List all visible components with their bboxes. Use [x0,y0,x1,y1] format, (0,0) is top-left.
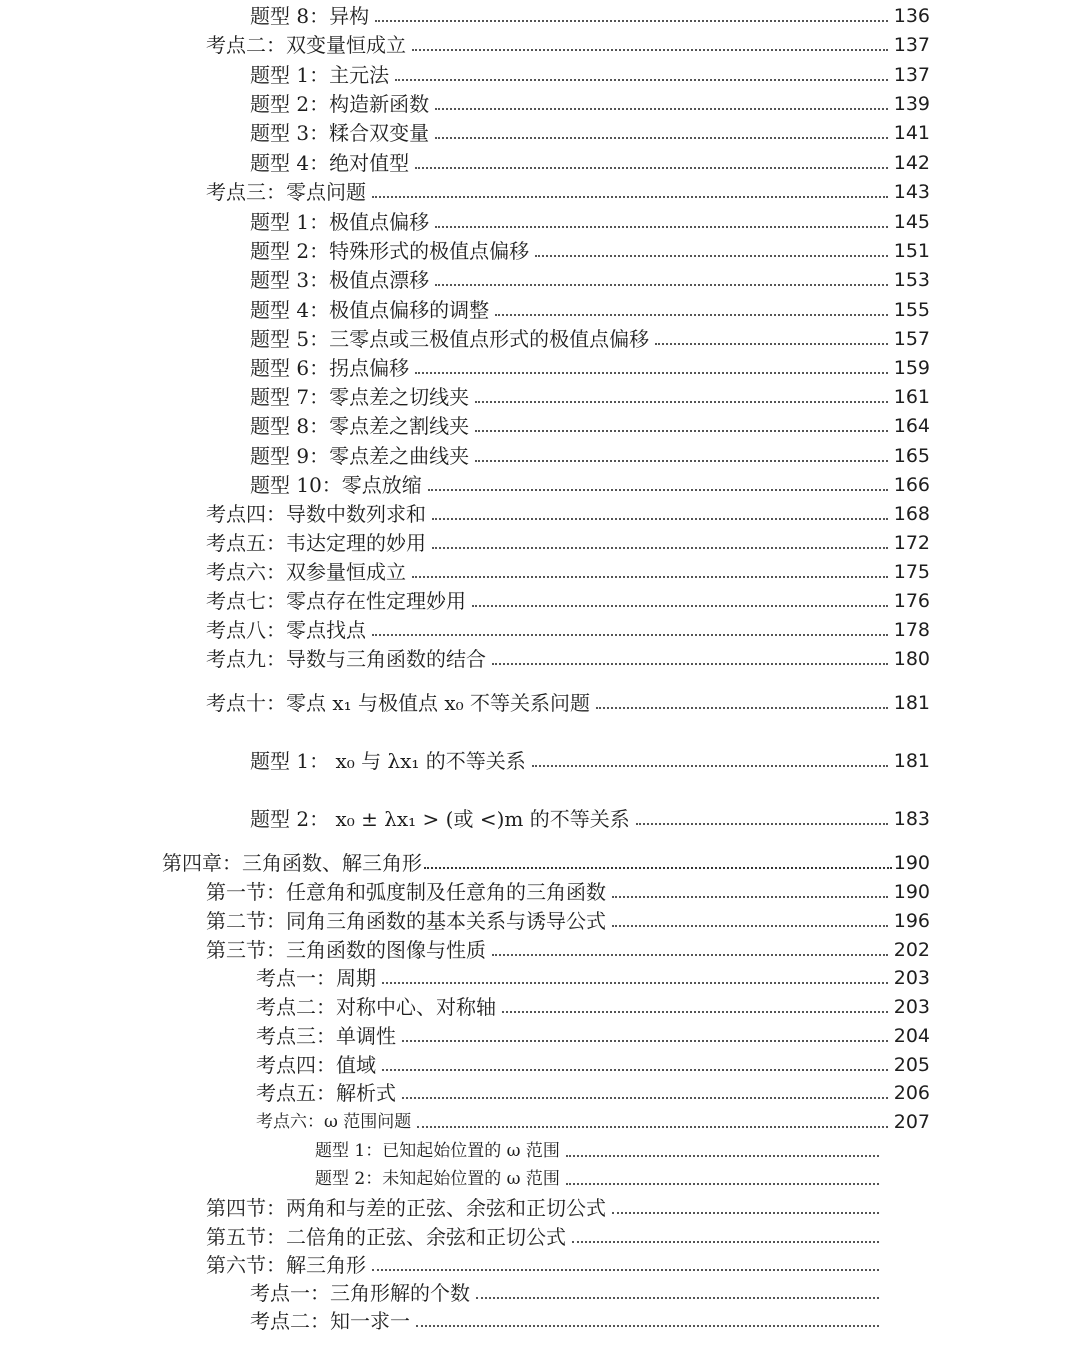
dot-leader [402,1040,888,1042]
dot-leader [435,226,888,228]
toc-entry-title: 题型 1： x₀ 与 λx₁ 的不等关系 [250,749,526,773]
toc-entry-title: 题型 8：异构 [250,4,370,28]
toc-entry[interactable] [206,558,930,587]
dot-leader [416,1325,879,1327]
dot-leader [566,1183,879,1185]
dot-leader [382,982,888,984]
dot-leader [495,314,888,316]
dot-leader [612,1212,879,1214]
toc-entry-title: 题型 6：拐点偏移 [250,356,410,380]
toc-entry-page-number: 190 [893,852,930,874]
dot-leader [532,765,888,767]
toc-entry[interactable] [206,616,930,645]
toc-entry-page-number: 204 [893,1025,930,1047]
toc-entry[interactable] [250,1307,885,1336]
toc-entry-page-number: 181 [893,692,930,714]
toc-entry[interactable] [206,1251,885,1280]
dot-leader [475,401,888,403]
toc-entry-title: 考点三：零点问题 [206,180,366,204]
dot-leader [415,167,888,169]
toc-entry[interactable] [250,412,930,441]
toc-entry[interactable] [250,61,930,90]
toc-entry[interactable] [206,178,930,207]
dot-leader [375,20,888,22]
dot-leader [372,196,888,198]
toc-entry-page-number: 141 [893,122,930,144]
toc-entry[interactable] [315,1137,885,1166]
dot-leader [435,108,888,110]
toc-entry[interactable] [206,31,930,60]
toc-entry-page-number: 165 [893,445,930,467]
toc-entry-page-number: 203 [893,967,930,989]
dot-leader [492,954,888,956]
toc-entry-page-number: 142 [893,152,930,174]
toc-entry-title: 考点四：导数中数列求和 [206,502,426,526]
toc-entry[interactable] [250,471,930,500]
toc-entry-title: 题型 1：极值点偏移 [250,210,430,234]
toc-entry[interactable] [250,2,930,31]
toc-entry-title: 考点九：导数与三角函数的结合 [206,647,486,671]
toc-entry[interactable] [206,878,930,907]
toc-entry-page-number: 137 [893,64,930,86]
toc-entry-title: 第二节：同角三角函数的基本关系与诱导公式 [206,909,606,933]
toc-entry-page-number: 145 [893,211,930,233]
toc-entry-title: 题型 10：零点放缩 [250,473,422,497]
dot-leader [636,823,888,825]
toc-entry-page-number: 196 [893,910,930,932]
toc-entry-title: 考点七：零点存在性定理妙用 [206,589,466,613]
toc-entry[interactable] [250,296,930,325]
toc-entry-title: 考点二：知一求一 [250,1309,410,1333]
dot-leader [492,663,888,665]
dot-leader [572,1241,879,1243]
toc-entry[interactable] [256,993,930,1022]
dot-leader [428,489,888,491]
toc-entry-title: 题型 2： x₀ ± λx₁ > (或 <)m 的不等关系 [250,807,630,831]
toc-entry-page-number: 155 [893,299,930,321]
toc-entry[interactable] [250,747,930,776]
toc-entry[interactable] [256,1108,930,1137]
dot-leader [472,605,888,607]
dot-leader [475,460,888,462]
toc-entry-title: 第五节：二倍角的正弦、余弦和正切公式 [206,1225,566,1249]
toc-entry-title: 题型 1：主元法 [250,63,390,87]
toc-entry-title: 考点五：解析式 [256,1081,396,1105]
toc-entry-page-number: 164 [893,415,930,437]
toc-entry[interactable] [206,529,930,558]
toc-entry[interactable] [206,907,930,936]
toc-entry-title: 考点三：单调性 [256,1024,396,1048]
toc-entry[interactable] [256,1079,930,1108]
dot-leader [372,1269,879,1271]
toc-entry[interactable] [206,587,930,616]
toc-entry-page-number: 136 [893,5,930,27]
toc-entry[interactable] [256,1051,930,1080]
toc-entry-title: 考点一：三角形解的个数 [250,1281,470,1305]
dot-leader [412,576,888,578]
toc-entry-page-number: 161 [893,386,930,408]
toc-entry-title: 题型 3：糅合双变量 [250,121,430,145]
toc-entry-title: 考点十：零点 x₁ 与极值点 x₀ 不等关系问题 [206,691,591,715]
toc-entry[interactable] [250,266,930,295]
toc-entry[interactable] [250,237,930,266]
dot-leader [395,79,888,81]
dot-leader [435,137,888,139]
toc-entry-title: 第六节：解三角形 [206,1253,366,1277]
dot-leader [417,1126,887,1128]
toc-entry[interactable] [315,1165,885,1194]
toc-entry-page-number: 159 [893,357,930,379]
toc-entry-title: 题型 3：极值点漂移 [250,268,430,292]
toc-entry-title: 题型 4：极值点偏移的调整 [250,298,490,322]
toc-entry-page-number: 151 [893,240,930,262]
toc-entry-title: 第一节：任意角和弧度制及任意角的三角函数 [206,880,606,904]
toc-entry-title: 题型 7：零点差之切线夹 [250,385,470,409]
dot-leader [612,925,888,927]
toc-entry[interactable] [250,1279,885,1308]
dot-leader [596,707,888,709]
toc-entry[interactable] [256,1022,930,1051]
toc-entry-page-number: 178 [893,619,930,641]
toc-entry-title: 考点五：韦达定理的妙用 [206,531,426,555]
dot-leader [612,896,888,898]
toc-entry-page-number: 207 [893,1111,930,1133]
toc-entry-title: 第四节：两角和与差的正弦、余弦和正切公式 [206,1196,606,1220]
toc-entry[interactable] [206,500,930,529]
toc-entry-page-number: 166 [893,474,930,496]
toc-entry-page-number: 139 [893,93,930,115]
toc-entry-page-number: 180 [893,648,930,670]
dot-leader [502,1011,888,1013]
toc-entry-title: 考点二：双变量恒成立 [206,33,406,57]
toc-entry-page-number: 206 [893,1082,930,1104]
toc-entry[interactable] [250,325,930,354]
toc-entry[interactable] [250,442,930,471]
toc-entry-title: 题型 2：特殊形式的极值点偏移 [250,239,530,263]
toc-entry[interactable] [206,645,930,674]
toc-entry[interactable] [250,805,930,834]
toc-entry[interactable] [206,689,930,718]
toc-entry-title: 题型 2：未知起始位置的 ω 范围 [315,1169,560,1189]
toc-entry-page-number: 137 [893,34,930,56]
toc-entry[interactable] [250,208,930,237]
dot-leader [372,634,888,636]
toc-entry-page-number: 168 [893,503,930,525]
dot-leader [412,49,888,51]
dot-leader [415,372,888,374]
toc-entry-title: 题型 5：三零点或三极值点形式的极值点偏移 [250,327,650,351]
toc-entry-title: 考点一：周期 [256,966,376,990]
toc-entry[interactable] [250,119,930,148]
toc-entry-title: 考点六：ω 范围问题 [256,1112,412,1132]
toc-entry[interactable] [256,964,930,993]
toc-entry-title: 考点二：对称中心、对称轴 [256,995,496,1019]
toc-entry-title: 第三节：三角函数的图像与性质 [206,938,486,962]
toc-entry-title: 题型 8：零点差之割线夹 [250,414,470,438]
dot-leader [655,343,888,345]
toc-entry[interactable] [162,849,930,878]
toc-entry-page-number: 183 [893,808,930,830]
toc-entry-page-number: 172 [893,532,930,554]
toc-entry-page-number: 157 [893,328,930,350]
toc-entry[interactable] [250,383,930,412]
toc-entry-page-number: 176 [893,590,930,612]
dot-leader [476,1297,879,1299]
toc-entry-page-number: 205 [893,1054,930,1076]
dot-leader [535,255,888,257]
toc-entry-title: 考点四：值域 [256,1053,376,1077]
toc-entry[interactable] [206,1223,885,1252]
dot-leader [566,1155,879,1157]
toc-entry-title: 题型 9：零点差之曲线夹 [250,444,470,468]
dot-leader [435,284,888,286]
toc-entry-page-number: 175 [893,561,930,583]
toc-entry-page-number: 190 [893,881,930,903]
dot-leader [432,547,888,549]
toc-entry-title: 题型 4：绝对值型 [250,151,410,175]
toc-entry[interactable] [206,1194,885,1223]
toc-entry-page-number: 202 [893,939,930,961]
toc-entry-page-number: 203 [893,996,930,1018]
toc-entry-page-number: 181 [893,750,930,772]
dot-leader [424,867,892,869]
toc-entry-title: 题型 2：构造新函数 [250,92,430,116]
dot-leader [402,1097,888,1099]
toc-entry-title: 考点六：双参量恒成立 [206,560,406,584]
toc-entry-title: 题型 1：已知起始位置的 ω 范围 [315,1141,560,1161]
toc-entry[interactable] [250,354,930,383]
toc-entry-title: 第四章：三角函数、解三角形 [162,851,422,875]
toc-entry[interactable] [250,149,930,178]
toc-entry[interactable] [250,90,930,119]
dot-leader [432,518,888,520]
toc-entry-title: 考点八：零点找点 [206,618,366,642]
dot-leader [475,430,888,432]
toc-entry-page-number: 153 [893,269,930,291]
dot-leader [382,1069,888,1071]
toc-entry[interactable] [206,936,930,965]
toc-entry-page-number: 143 [893,181,930,203]
